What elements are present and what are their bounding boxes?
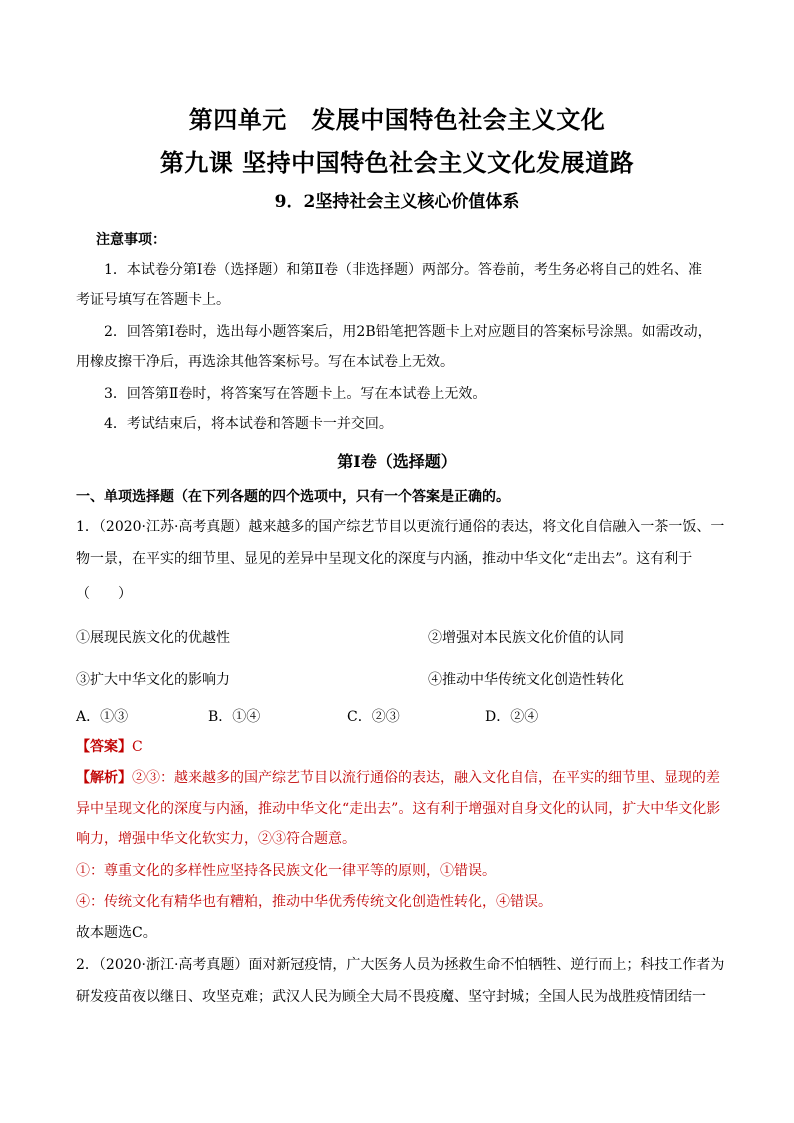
q1-answer [76, 737, 143, 757]
notice-item-4: 4．考试结束后，将本试卷和答题卡一并交回。 [104, 416, 393, 432]
q1-wrong-statement-4: ④：传统文化有精华也有糟粕，推动中华优秀传统文化创造性转化，④错误。 [76, 894, 552, 910]
analysis-text-1: ②③：越来越多的国产综艺节目以流行通俗的表达，融入文化自信，在平实的细节里、显现的差 [132, 770, 720, 786]
notice-item-1-line-1: 1．本试卷分第Ⅰ卷（选择题）和第Ⅱ卷（非选择题）两部分。答卷前，考生务必将自己的姓名、准 [104, 262, 702, 278]
q2-stem-line-1: 2．（2020·浙江·高考真题）面对新冠疫情，广大医务人员为拯救生命不怕牺牲、逆行而上；科技工作者为 [76, 957, 725, 973]
notice-item-2-line-2: 用橡皮擦干净后，再选涂其他答案标号。写在本试卷上无效。 [76, 354, 454, 370]
notice-item-2-line-1: 2．回答第Ⅰ卷时，选出每小题答案后，用2B铅笔把答题卡上对应题目的答案标号涂黑。如需改动， [104, 324, 712, 340]
q1-option-a: A．①③ [76, 709, 129, 725]
q2-stem-line-2: 研发疫苗夜以继日、攻坚克难；武汉人民为顾全大局不畏疫魔、坚守封城；全国人民为战胜疫情团结一 [76, 989, 706, 1005]
q1-statement-1: ①展现民族文化的优越性 [76, 630, 230, 646]
analysis-label: 【解析】 [76, 770, 132, 786]
q1-analysis-line-1 [76, 768, 720, 788]
q1-answer-blank: （ ） [76, 586, 132, 602]
notice-item-3: 3．回答第Ⅱ卷时，将答案写在答题卡上。写在本试卷上无效。 [104, 386, 487, 402]
q1-stem-line-2: 物一景，在平实的细节里、显见的差异中呈现文化的深度与内涵，推动中华文化“走出去”。这有利于 [76, 551, 693, 567]
part1-title: 第Ⅰ卷（选择题） [337, 452, 457, 471]
notice-heading: 注意事项： [96, 232, 166, 248]
q1-option-c: C．②③ [347, 709, 400, 725]
answer-value: C [132, 739, 143, 755]
q1-option-b: B．①④ [208, 709, 261, 725]
section-title: 9．2坚持社会主义核心价值体系 [274, 192, 520, 212]
q1-statement-2: ②增强对本民族文化价值的认同 [428, 630, 624, 646]
q1-conclusion: 故本题选C。 [76, 925, 157, 941]
part1-instruction: 一、单项选择题（在下列各题的四个选项中，只有一个答案是正确的。 [76, 489, 510, 505]
lesson-title: 第九课 坚持中国特色社会主义文化发展道路 [159, 149, 635, 177]
q1-option-d: D．②④ [485, 709, 539, 725]
q1-statement-3: ③扩大中华文化的影响力 [76, 672, 230, 688]
q1-analysis-line-2: 异中呈现文化的深度与内涵，推动中华文化“走出去”。这有利于增强对自身文化的认同，扩大中华文化影 [76, 801, 721, 817]
unit-title: 第四单元 发展中国特色社会主义文化 [188, 106, 606, 134]
q1-wrong-statement-1: ①：尊重文化的多样性应坚持各民族文化一律平等的原则，①错误。 [76, 863, 496, 879]
notice-item-1-line-2: 考证号填写在答题卡上。 [76, 292, 230, 308]
q1-stem-line-1: 1．（2020·江苏·高考真题）越来越多的国产综艺节目以更流行通俗的表达，将文化自信融入一茶一饭、一 [76, 519, 725, 535]
answer-label: 【答案】 [76, 739, 132, 755]
q1-analysis-line-3: 响力，增强中华文化软实力，②③符合题意。 [76, 831, 356, 847]
q1-statement-4: ④推动中华传统文化创造性转化 [428, 672, 624, 688]
